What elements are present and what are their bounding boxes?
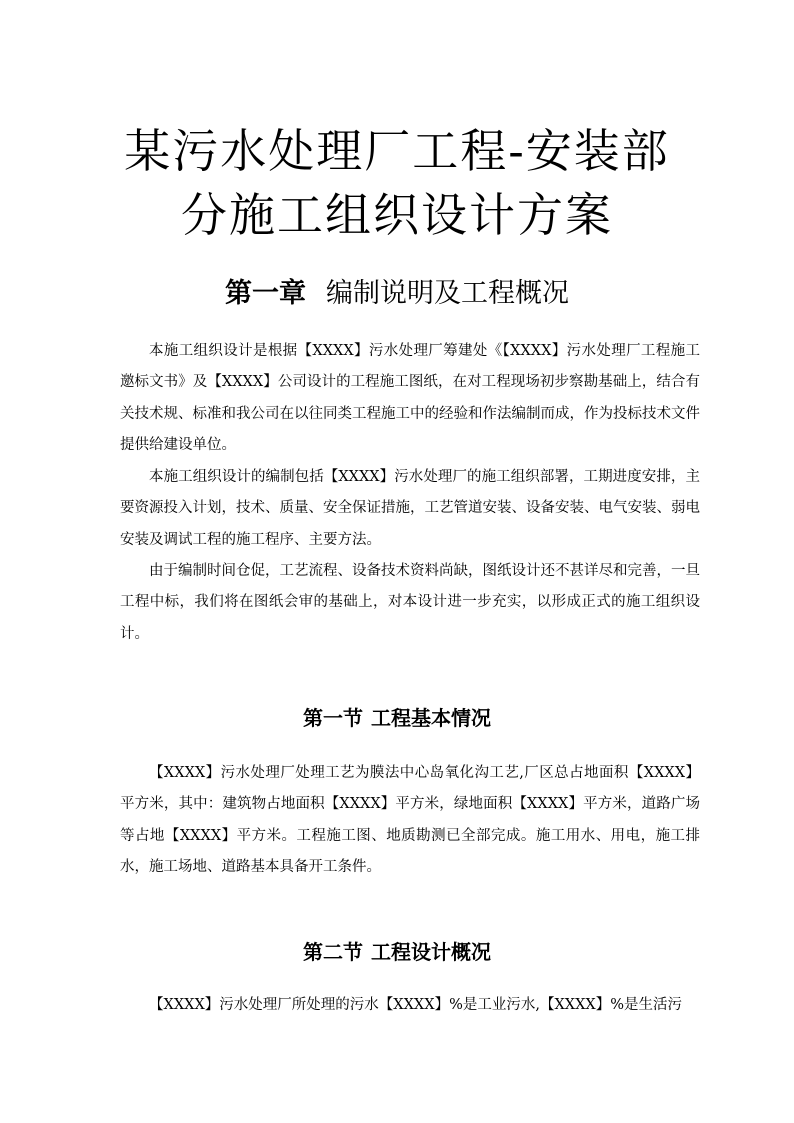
intro-paragraph-1: 本施工组织设计是根据【XXXX】污水处理厂筹建处《【XXXX】污水处理厂工程施工邀标文书》及【XXXX】公司设计的工程施工图纸，在对工程现场初步察勘基础上，结合有关技术规、标准和我公司在以往同类工程施工中的经验和作法编制而成，作为投标技术文件提供给建设单位。 [120,343,700,454]
section-2-heading [0,942,794,962]
section-2-paragraph: 【XXXX】污水处理厂所处理的污水【XXXX】%是工业污水,【XXXX】%是生活污 [149,997,683,1013]
intro-paragraph-3: 由于编制时间仓促，工艺流程、设备技术资料尚缺，图纸设计还不甚详尽和完善，一旦工程中标，我们将在图纸会审的基础上，对本设计进一步充实，以形成正式的施工组织设计。 [120,563,700,642]
section-1-number: 第一节 [303,706,363,730]
chapter-number: 第一章 [225,278,306,309]
chapter-name: 编制说明及工程概况 [326,278,569,309]
section-2-name: 工程设计概况 [371,940,491,964]
section-1-paragraph: 【XXXX】污水处理厂处理工艺为膜法中心岛氧化沟工艺,厂区总占地面积【XXXX】平方米，其中：建筑物占地面积【XXXX】平方米，绿地面积【XXXX】平方米，道路广场等占地【XXXX】平方米。工程施工图、地质勘测已全部完成。施工用水、用电，施工排水，施工场地、道路基本具备开工条件。 [120,765,700,876]
chapter-heading [0,280,794,307]
document-title-line-2: 分施工组织设计方案 [181,188,613,242]
intro-paragraph-2: 本施工组织设计的编制包括【XXXX】污水处理厂的施工组织部署，工期进度安排，主要资源投入计划，技术、质量、安全保证措施，工艺管道安装、设备安装、电气安装、弱电安装及调试工程的施工程序、主要方法。 [120,469,700,548]
document-title-line-1: 某污水处理厂工程-安装部 [124,124,670,178]
section-2-number: 第二节 [303,940,363,964]
section-1-name: 工程基本情况 [371,706,491,730]
section-1-heading [0,708,794,728]
